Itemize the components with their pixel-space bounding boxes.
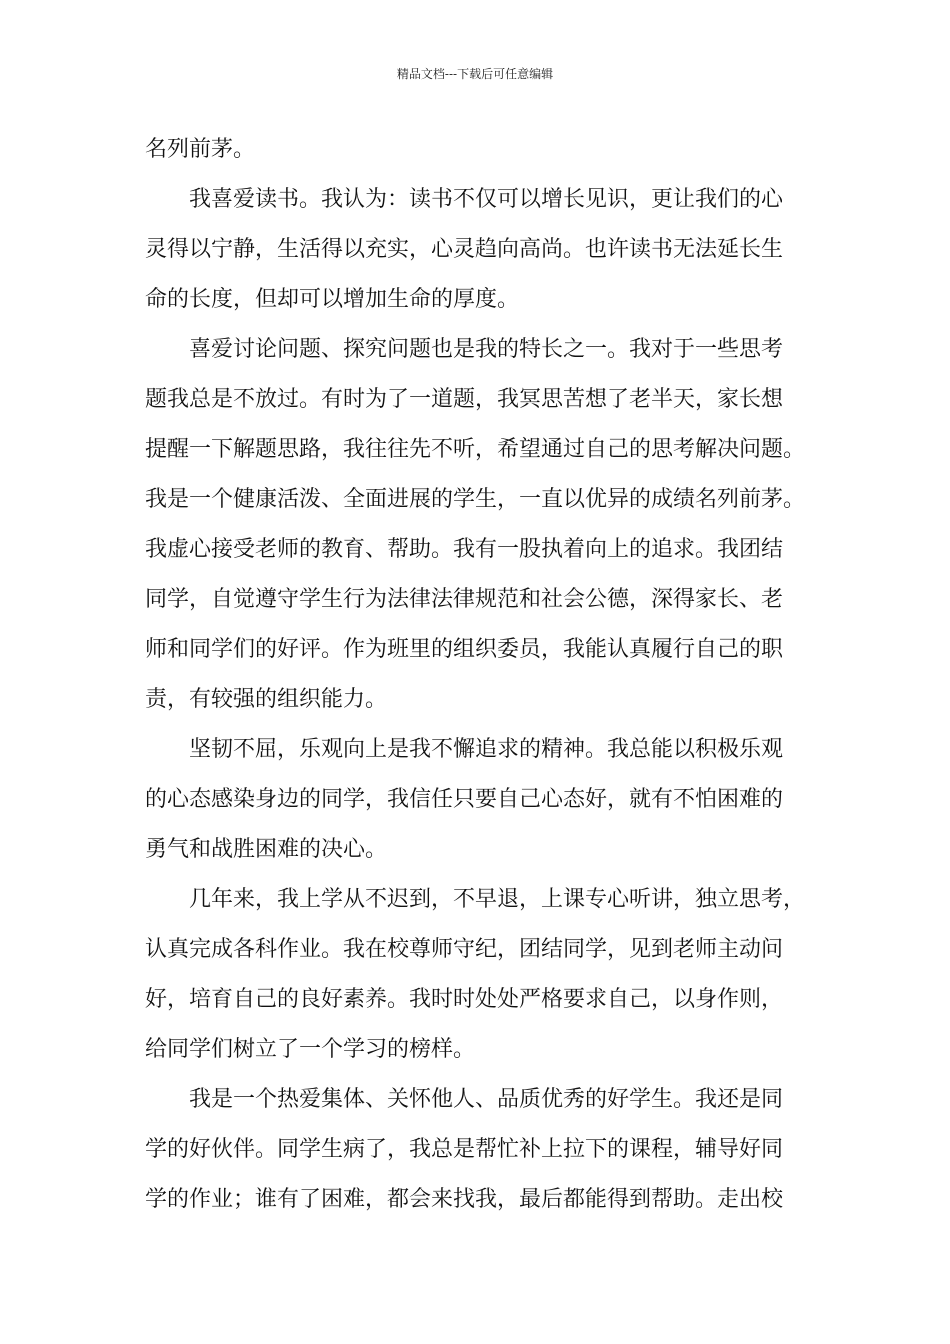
text-line: 命的长度，但却可以增加生命的厚度。 <box>145 287 520 312</box>
text-line: 灵得以宁静，生活得以充实，心灵趋向高尚。也许读书无法延长生 <box>145 237 784 262</box>
page-header: 精品文档---下载后可任意编辑 <box>396 67 554 81</box>
text-line: 喜爱讨论问题、探究问题也是我的特长之一。我对于一些思考 <box>145 337 784 362</box>
text-line: 我是一个热爱集体、关怀他人、品质优秀的好学生。我还是同 <box>145 1087 784 1112</box>
text-line: 提醒一下解题思路，我往往先不听，希望通过自己的思考解决问题。 <box>145 437 806 462</box>
text-line: 题我总是不放过。有时为了一道题，我冥思苦想了老半天，家长想 <box>145 387 784 412</box>
text-line: 勇气和战胜困难的决心。 <box>145 837 388 862</box>
text-line: 学的作业；谁有了困难，都会来找我，最后都能得到帮助。走出校 <box>145 1187 784 1212</box>
text-line: 给同学们树立了一个学习的榜样。 <box>145 1037 476 1062</box>
text-line: 师和同学们的好评。作为班里的组织委员，我能认真履行自己的职 <box>145 637 784 662</box>
text-line: 学的好伙伴。同学生病了，我总是帮忙补上拉下的课程，辅导好同 <box>145 1137 784 1162</box>
text-line: 名列前茅。 <box>145 137 256 162</box>
text-line: 认真完成各科作业。我在校尊师守纪，团结同学，见到老师主动问 <box>145 937 784 962</box>
text-line: 坚韧不屈，乐观向上是我不懈追求的精神。我总能以积极乐观 <box>145 737 784 762</box>
text-line: 我是一个健康活泼、全面进展的学生，一直以优异的成绩名列前茅。 <box>145 487 806 512</box>
text-line: 我喜爱读书。我认为：读书不仅可以增长见识，更让我们的心 <box>145 187 784 212</box>
text-line: 责，有较强的组织能力。 <box>145 687 388 712</box>
text-line: 几年来，我上学从不迟到，不早退，上课专心听讲，独立思考， <box>145 887 806 912</box>
text-line: 同学，自觉遵守学生行为法律法律规范和社会公德，深得家长、老 <box>145 587 784 612</box>
text-line: 我虚心接受老师的教育、帮助。我有一股执着向上的追求。我团结 <box>145 537 784 562</box>
text-line: 好，培育自己的良好素养。我时时处处严格要求自己，以身作则， <box>145 987 784 1012</box>
text-line: 的心态感染身边的同学，我信任只要自己心态好，就有不怕困难的 <box>145 787 784 812</box>
